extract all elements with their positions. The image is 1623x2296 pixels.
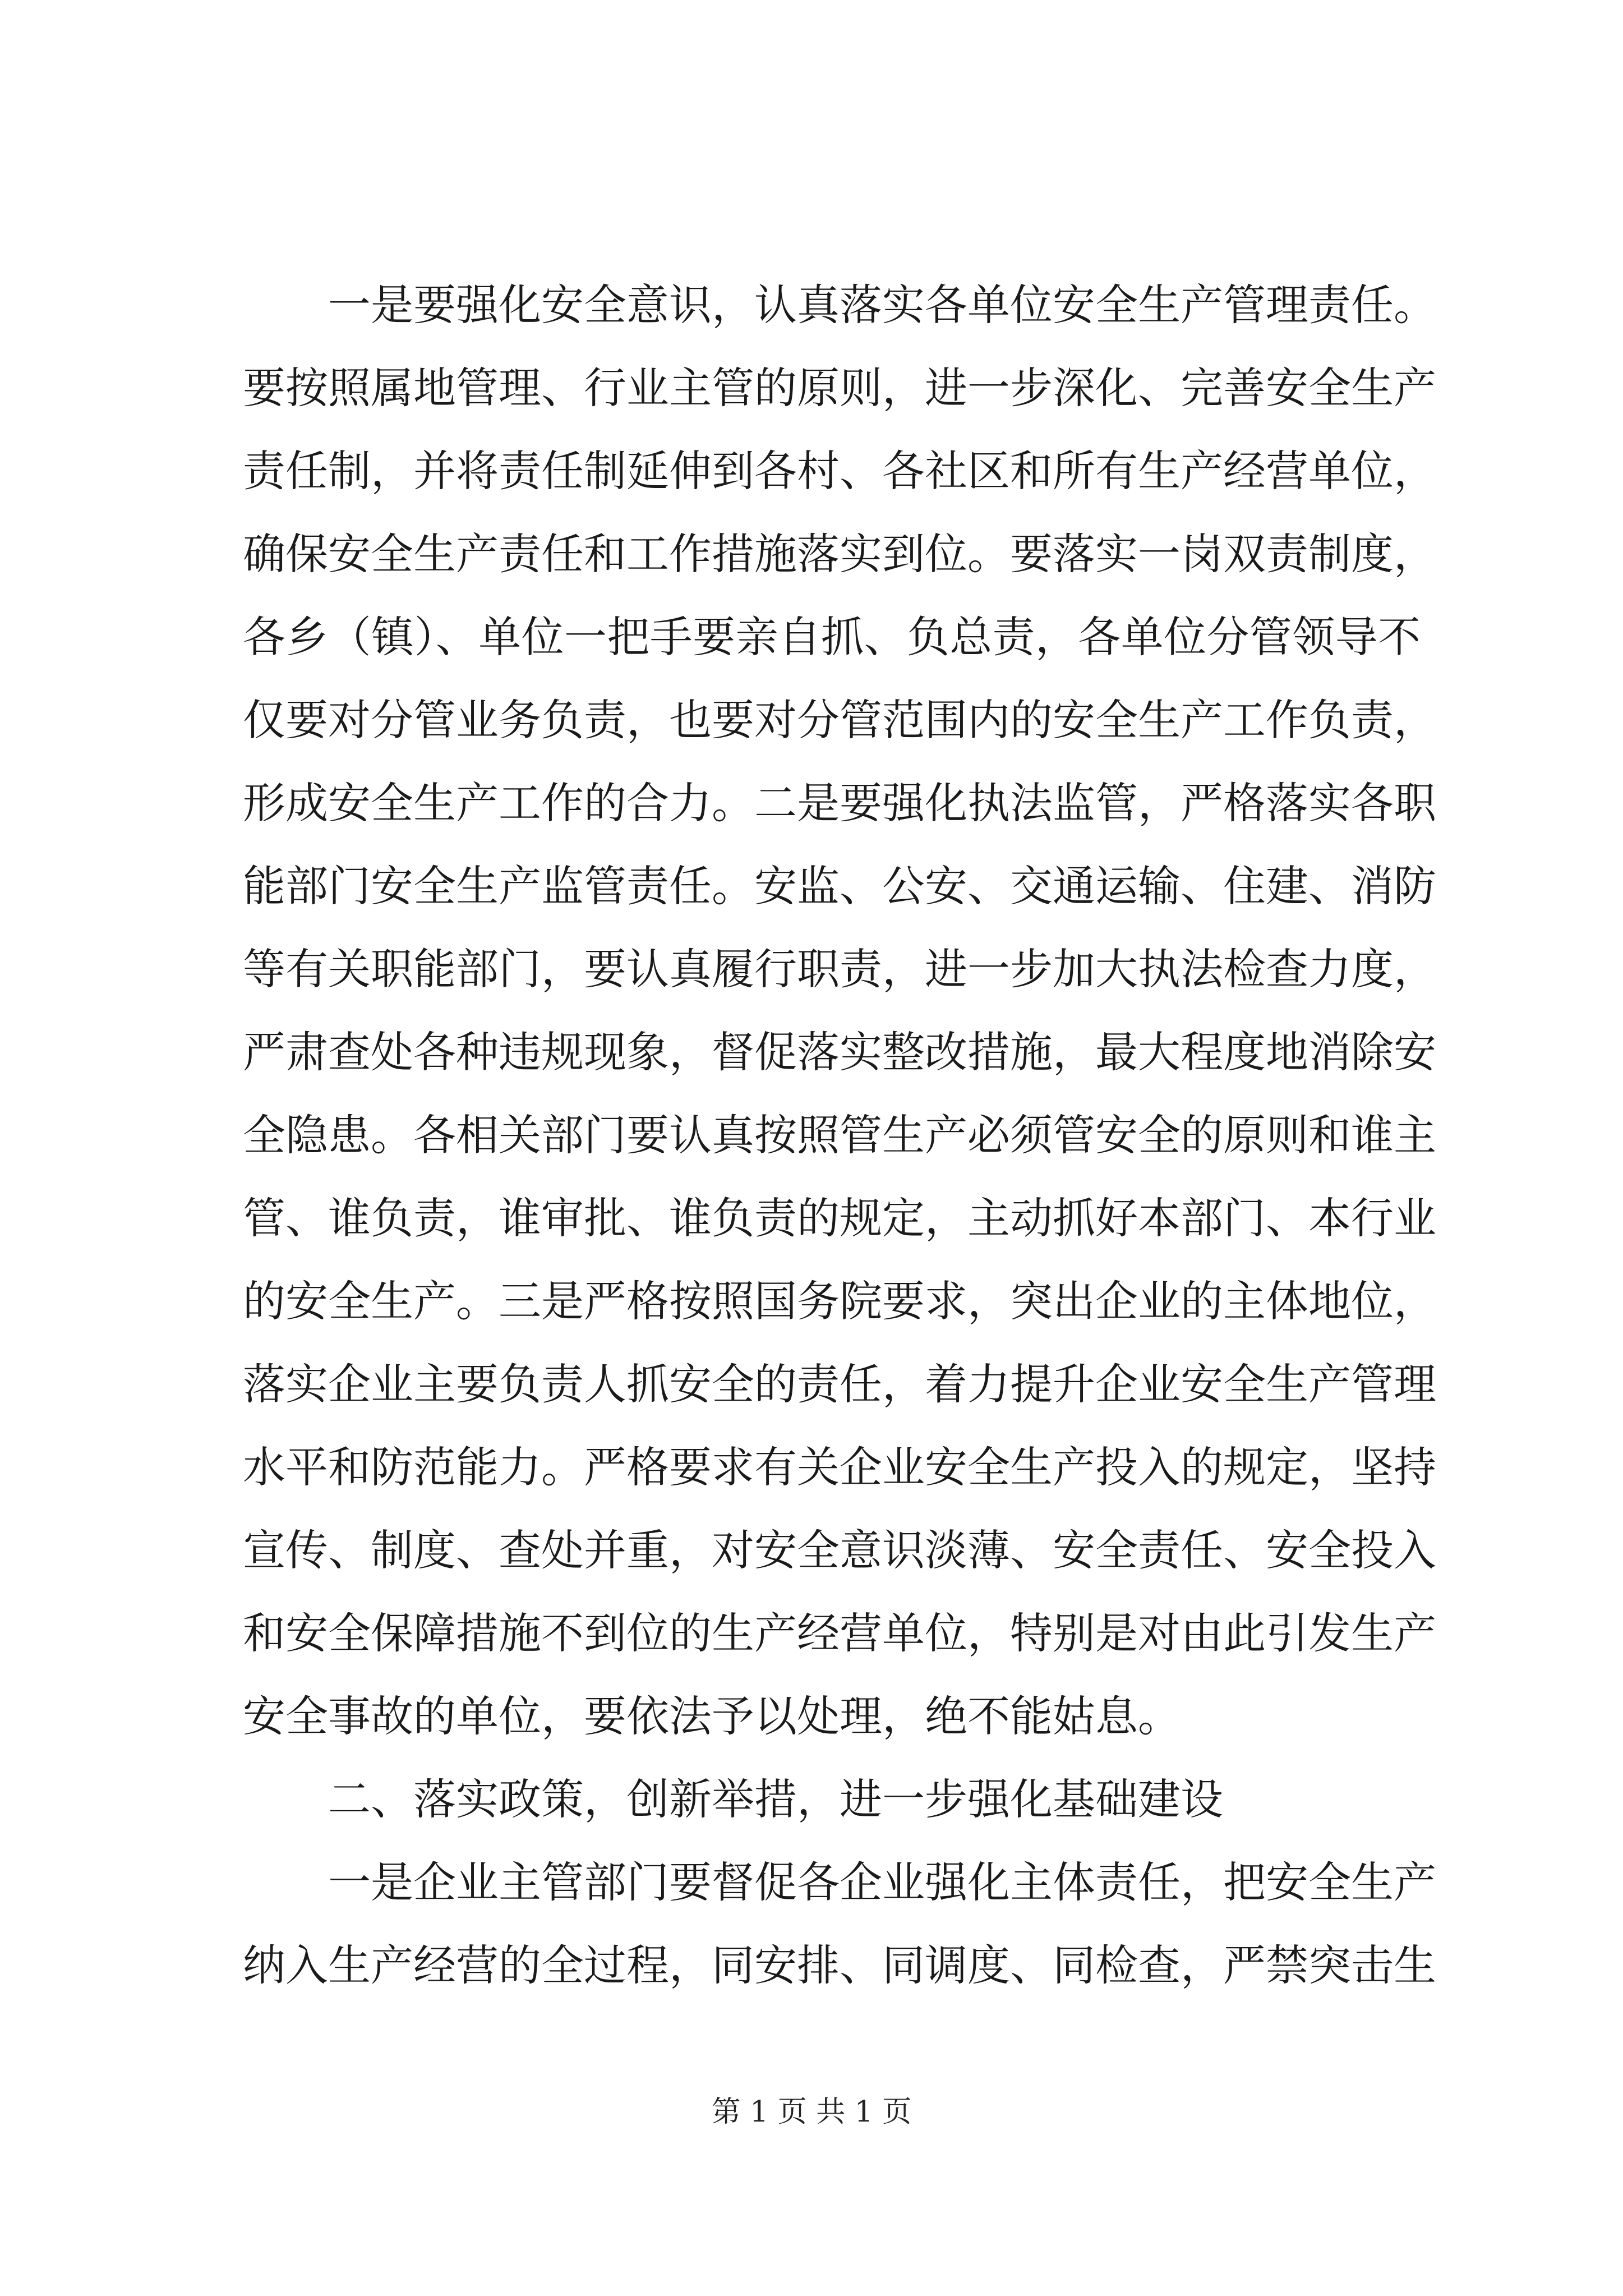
text-line: 确保安全生产责任和工作措施落实到位。要落实一岗双责制度， bbox=[243, 529, 1436, 579]
text-line: 和安全保障措施不到位的生产经营单位，特别是对由此引发生产 bbox=[243, 1608, 1436, 1658]
text-line: 的安全生产。三是严格按照国务院要求，突出企业的主体地位， bbox=[243, 1276, 1436, 1326]
text-line: 要按照属地管理、行业主管的原则，进一步深化、完善安全生产 bbox=[243, 363, 1436, 413]
text-line: 各乡（镇）、单位一把手要亲自抓、负总责，各单位分管领导不 bbox=[243, 612, 1421, 662]
text-line: 一是要强化安全意识，认真落实各单位安全生产管理责任。 bbox=[328, 280, 1436, 330]
text-line: 严肃查处各种违规现象，督促落实整改措施，最大程度地消除安 bbox=[243, 1027, 1436, 1077]
text-line: 纳入生产经营的全过程，同安排、同调度、同检查，严禁突击生 bbox=[243, 1940, 1436, 1990]
text-line: 全隐患。各相关部门要认真按照管生产必须管安全的原则和谁主 bbox=[243, 1110, 1436, 1160]
text-line: 一是企业主管部门要督促各企业强化主体责任，把安全生产 bbox=[328, 1857, 1436, 1907]
text-line: 安全事故的单位，要依法予以处理，绝不能姑息。 bbox=[243, 1691, 1181, 1741]
text-line: 能部门安全生产监管责任。安监、公安、交通运输、住建、消防 bbox=[243, 861, 1436, 911]
text-line: 责任制，并将责任制延伸到各村、各社区和所有生产经营单位， bbox=[243, 446, 1436, 496]
text-line: 仅要对分管业务负责，也要对分管范围内的安全生产工作负责， bbox=[243, 695, 1436, 745]
text-line: 水平和防范能力。严格要求有关企业安全生产投入的规定，坚持 bbox=[243, 1442, 1436, 1492]
text-line: 管、谁负责，谁审批、谁负责的规定，主动抓好本部门、本行业 bbox=[243, 1193, 1436, 1243]
body-text bbox=[243, 264, 1436, 2007]
text-line: 落实企业主要负责人抓安全的责任，着力提升企业安全生产管理 bbox=[243, 1359, 1436, 1409]
text-line: 宣传、制度、查处并重，对安全意识淡薄、安全责任、安全投入 bbox=[243, 1525, 1436, 1575]
text-line: 等有关职能部门，要认真履行职责，进一步加大执法检查力度， bbox=[243, 944, 1436, 994]
page-footer: 第 1 页 共 1 页 bbox=[711, 2095, 912, 2129]
section-heading: 二、落实政策，创新举措，进一步强化基础建设 bbox=[328, 1774, 1223, 1824]
text-line: 形成安全生产工作的合力。二是要强化执法监管，严格落实各职 bbox=[243, 778, 1436, 828]
